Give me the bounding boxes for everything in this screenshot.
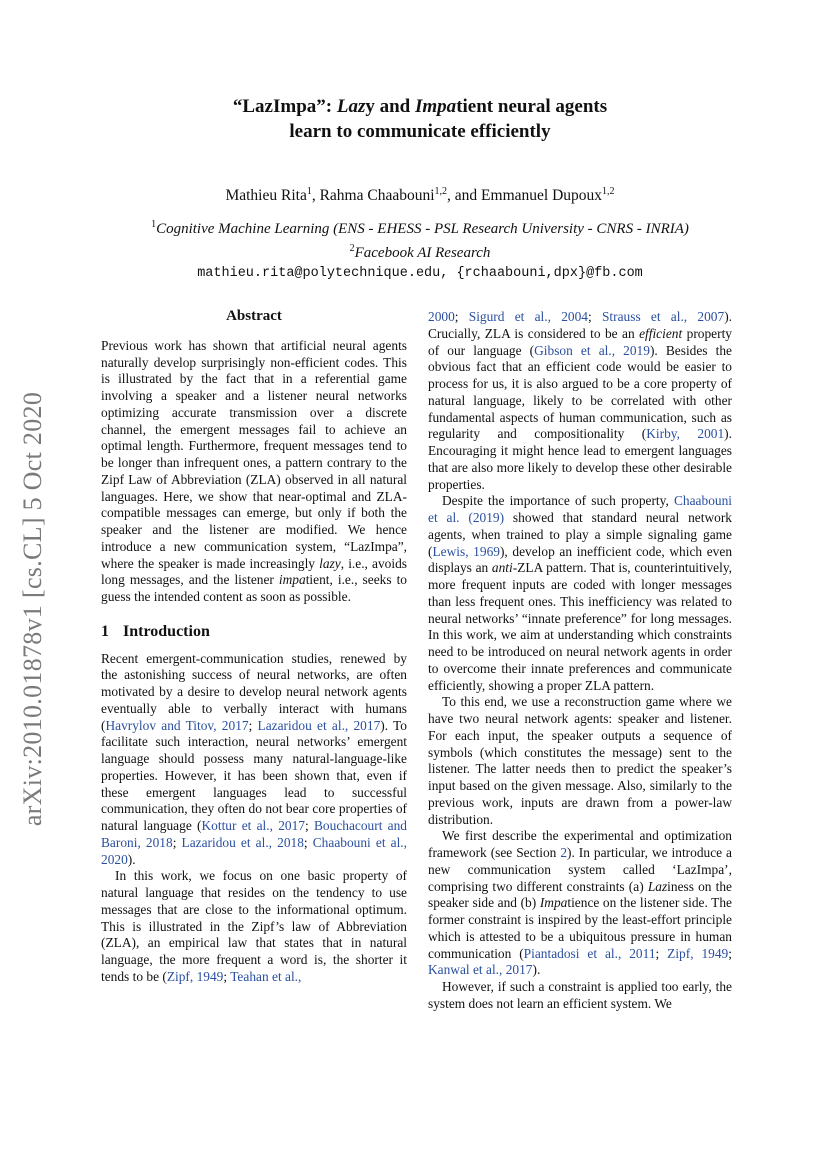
citation-link[interactable]: Kirby, 2001 xyxy=(646,426,725,442)
citation-link[interactable]: 2000 xyxy=(428,309,455,324)
citation-link[interactable]: Piantadosi et al., 2011 xyxy=(523,945,656,961)
author-name: Rahma Chaabouni xyxy=(319,187,435,205)
intro-paragraph-1: Recent emergent-communication studies, renewed by the astonishing success of neural networks, are often motivated by a desire to develop neural network agents eventually able to verbally interact with humans (Havrylov and Titov, 2017; Lazaridou et al., 2017). To facilitate such interaction, neural networks’ emergent language should possess many natural-language-like properties. However, it has been shown that, even if these emergent languages lead to successful communication, they often do not bear core properties of natural language (Kottur et al., 2017; Bouchacourt and Baroni, 2018; Lazaridou et al., 2018; Chaabouni et al., 2020). xyxy=(101,650,408,867)
citation-link[interactable]: Lazaridou et al., 2017 xyxy=(257,717,381,733)
citation-link[interactable]: Chaabouni et al. (2019) xyxy=(428,493,732,525)
body-paragraph-5: However, if such a constraint is applied too early, the system does not learn an efficient system. We xyxy=(428,979,732,1011)
citation-link[interactable]: Kanwal et al., 2017 xyxy=(428,962,533,978)
citation-link[interactable]: Sigurd et al., 2004 xyxy=(468,309,588,324)
arxiv-stamp xyxy=(16,373,50,845)
citation-link[interactable]: Kottur et al., 2017 xyxy=(201,818,306,833)
citation-link[interactable]: Lewis, 1969 xyxy=(432,543,500,559)
title-line-2: learn to communicate efficiently xyxy=(289,121,551,142)
affiliation-2: Facebook AI Research xyxy=(354,245,491,262)
body-paragraph-1: 2000; Sigurd et al., 2004; Strauss et al., 2007). Crucially, ZLA is considered to be an efficient property of our language (Gibson et al., 2019). Besides the obvious fact that an efficient code would be easier to process for us, it is also argued to be a core property of natural language, likely to be correlated with other fundamental aspects of human communication, such as regularity and compositionality (Kirby, 2001). Encouraging it might hence lead to emergent languages that are also more likely to develop these other desirable properties. xyxy=(428,309,732,492)
arxiv-id: arXiv:2010.01878v1 [cs.CL] 5 Oct 2020 xyxy=(18,391,48,827)
citation-link[interactable]: Zipf, 1949 xyxy=(667,945,729,961)
citation-link[interactable]: Lazaridou et al., 2018 xyxy=(181,834,304,850)
affiliation-1: Cognitive Machine Learning (ENS - EHESS - PSL Research University - CNRS - INRIA) xyxy=(156,221,689,238)
author-list: Mathieu Rita$^1$, Rahma Chaabouni$^{1,2}$, and Emmanuel Dupoux$^{1,2}$ xyxy=(225,186,615,205)
author-emails: mathieu.rita@polytechnique.edu, {rchaabouni,dpx}@fb.com xyxy=(197,266,643,282)
citation-link[interactable]: Zipf, 1949 xyxy=(166,968,224,984)
citation-link[interactable]: Havrylov and Titov, 2017 xyxy=(105,717,249,733)
abstract-heading: Abstract xyxy=(226,308,282,324)
author-name: Emmanuel Dupoux xyxy=(481,187,603,205)
affiliations: $^1$Cognitive Machine Learning (ENS - EHESS - PSL Research University - CNRS - INRIA) $^2$Facebook AI Research xyxy=(151,219,689,262)
section-heading-introduction: 1 Introduction xyxy=(101,622,210,640)
citation-link[interactable]: Gibson et al., 2019 xyxy=(534,342,650,358)
citation-link[interactable]: Bouchacourt and Baroni, 2018 xyxy=(101,818,408,850)
section-link[interactable]: 2 xyxy=(560,845,568,860)
citation-link[interactable]: Chaabouni et al., 2020 xyxy=(101,834,407,867)
left-column xyxy=(101,308,407,986)
body-paragraph-2: Despite the importance of such property, Chaabouni et al. (2019) showed that standard neural network agents, when trained to play a simple signaling game (Lewis, 1969), develop an inefficient code, which even displays an anti-ZLA pattern. That is, counterintuitively, more frequent inputs are coded with longer messages than less frequent ones. This inefficiency was related to neural networks’ “innate preference” for long messages. In this work, we aim at understanding which constraints need to be introduced on neural network agents in order to overcome their innate preferences and communicate efficiently, showing a proper ZLA pattern. xyxy=(428,493,733,693)
body-paragraph-3: To this end, we use a reconstruction game where we have two neural network agents: speaker and listener. For each input, the speaker outputs a sequence of symbols (which constitutes the message) sent to the listener. The latter needs then to predict the speaker’s input based on the given message. Also, similarly to the previous work, inputs are drawn from a power-law distribution. xyxy=(428,694,732,827)
abstract-text: Previous work has shown that artificial neural agents naturally develop surprisingly non-efficient codes. This is illustrated by the fact that in a referential game involving a speaker and a listener neural networks optimizing accurate transmission over a discrete channel, the emergent messages fail to achieve an optimal length. Furthermore, frequent messages tend to be longer than infrequent ones, a pattern contrary to the Zipf Law of Abbreviation (ZLA) observed in all natural languages. Here, we show that near-optimal and ZLA-compatible messages can emerge, but only if both the speaker and the listener are modified. We hence introduce a new communication system, “LazImpa”, where the speaker is made increasingly lazy, i.e., avoids long messages, and the listener impatient, i.e., seeks to guess the intended content as soon as possible. xyxy=(101,337,407,604)
title-block xyxy=(110,94,730,281)
author-name: Mathieu Rita xyxy=(225,187,307,205)
citation-link[interactable]: Teahan et al., xyxy=(230,968,302,984)
citation-link[interactable]: Strauss et al., 2007 xyxy=(601,309,725,324)
body-paragraph-4: We first describe the experimental and optimization framework (see Section 2). In particular, we introduce a new communication system called ‘LazImpa’, comprising two different constraints (a) Laziness on the speaker side and (b) Impatience on the listener side. The former constraint is inspired by the least-effort principle which is attested to be a ubiquitous pressure in human communication (Piantadosi et al., 2011; Zipf, 1949; Kanwal et al., 2017). xyxy=(428,828,732,978)
intro-paragraph-2: In this work, we focus on one basic property of natural language that resides on the tendency to use messages that are close to the informational optimum. This is illustrated in the Zipf’s law of Abbreviation (ZLA), an empirical law that states that in natural language, the more frequent a word is, the shorter it tends to be (Zipf, 1949; Teahan et al., xyxy=(101,868,407,984)
paper-title: “LazImpa”: Lazy and Impatient neural agents learn to communicate efficiently xyxy=(232,96,608,142)
right-column xyxy=(428,309,732,1013)
